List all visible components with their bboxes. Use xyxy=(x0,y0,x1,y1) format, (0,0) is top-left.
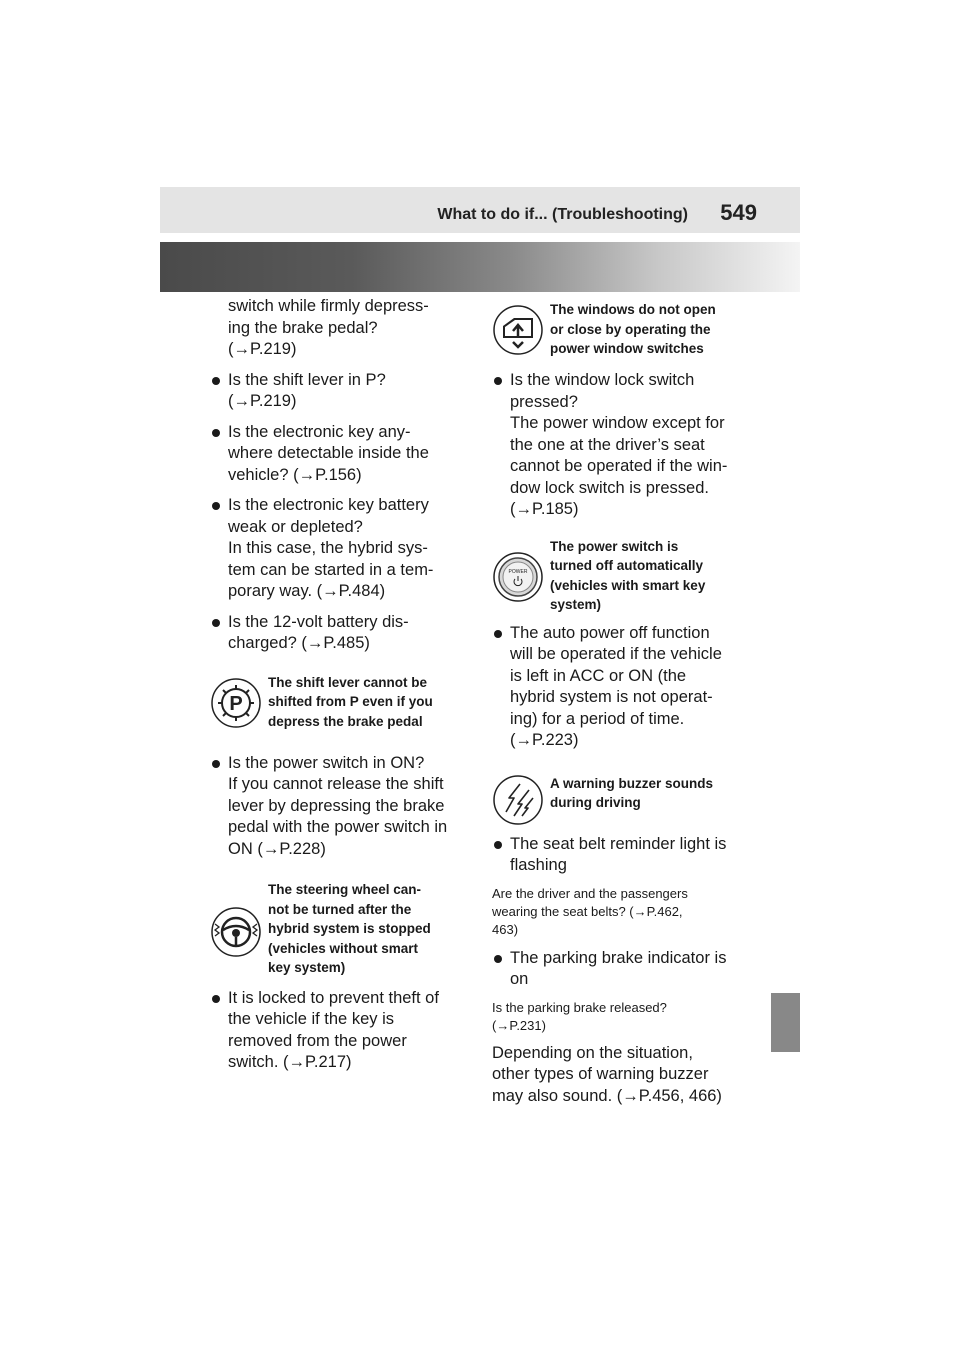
topic-heading: A warning buzzer sounds during driving xyxy=(550,775,714,810)
list-item: Is the 12-volt battery dis- charged? (→P.485) xyxy=(210,612,480,655)
closing-text: Depending on the situation, other types of warning buzzer may also sound. (→P.456, 466) xyxy=(492,1043,722,1105)
page-number: 549 xyxy=(720,200,757,225)
topic-shift-lever xyxy=(210,673,480,749)
list-item: The auto power off function will be operated if the vehicle is left in ACC or ON (the hybrid system is not operat- ing) for a period of time. (→P.223) xyxy=(492,623,754,752)
list-item: Is the electronic key any- where detectable inside the vehicle? (→P.156) xyxy=(210,422,480,487)
topic-heading: The shift lever cannot be shifted from P even if you depress the brake pedal xyxy=(268,674,433,729)
section-title: What to do if... (Troubleshooting) xyxy=(437,206,688,223)
list-item: The parking brake indicator is on xyxy=(492,948,754,991)
left-column xyxy=(210,296,480,1074)
parking-note: Is the parking brake released? (→P.231) xyxy=(492,999,667,1033)
topic-heading: The windows do not open or close by operating the power window switches xyxy=(550,302,716,356)
topic-power-switch xyxy=(492,537,754,621)
continuation-text: switch while firmly depress- ing the brake pedal? (→P.219) xyxy=(228,297,429,358)
list-item: Is the power switch in ON? If you cannot release the shift lever by depressing the brake pedal with the power switch in ON (→P.228) xyxy=(210,753,480,861)
power-button-label: POWER xyxy=(508,568,528,575)
page-header xyxy=(160,187,800,233)
topic-warning-buzzer xyxy=(492,774,754,834)
warning-buzzer-icon xyxy=(492,774,544,826)
chapter-tab xyxy=(771,993,800,1052)
topic-heading: The power switch is turned off automatically (vehicles with smart key system) xyxy=(550,538,706,612)
list-item: Is the shift lever in P? (→P.219) xyxy=(210,370,480,413)
svg-text:P: P xyxy=(229,692,243,715)
list-item: Is the window lock switch pressed? The power window except for the one at the driver’s seat cannot be operated if the win- dow lock switch is pressed. (→P.185) xyxy=(492,370,754,521)
steering-lock-icon xyxy=(210,906,262,958)
power-window-icon xyxy=(492,304,544,356)
power-switch-icon xyxy=(492,551,544,603)
list-item: It is locked to prevent theft of the vehicle if the key is removed from the power switch. (→P.217) xyxy=(210,988,480,1074)
shift-lock-p-icon xyxy=(210,677,262,729)
topic-steering xyxy=(210,880,480,978)
section-banner xyxy=(160,242,800,292)
list-item: The seat belt reminder light is flashing xyxy=(492,834,754,877)
seatbelt-note: Are the driver and the passengers wearing the seat belts? (→P.462, 463) xyxy=(492,885,688,937)
topic-heading: The steering wheel can- not be turned after the hybrid system is stopped (vehicles without smart key system) xyxy=(268,882,431,975)
right-column xyxy=(492,300,754,1107)
list-item: Is the electronic key battery weak or depleted? In this case, the hybrid sys- tem can be started in a tem- porary way. (→P.484) xyxy=(210,495,480,603)
topic-power-window xyxy=(492,300,754,366)
